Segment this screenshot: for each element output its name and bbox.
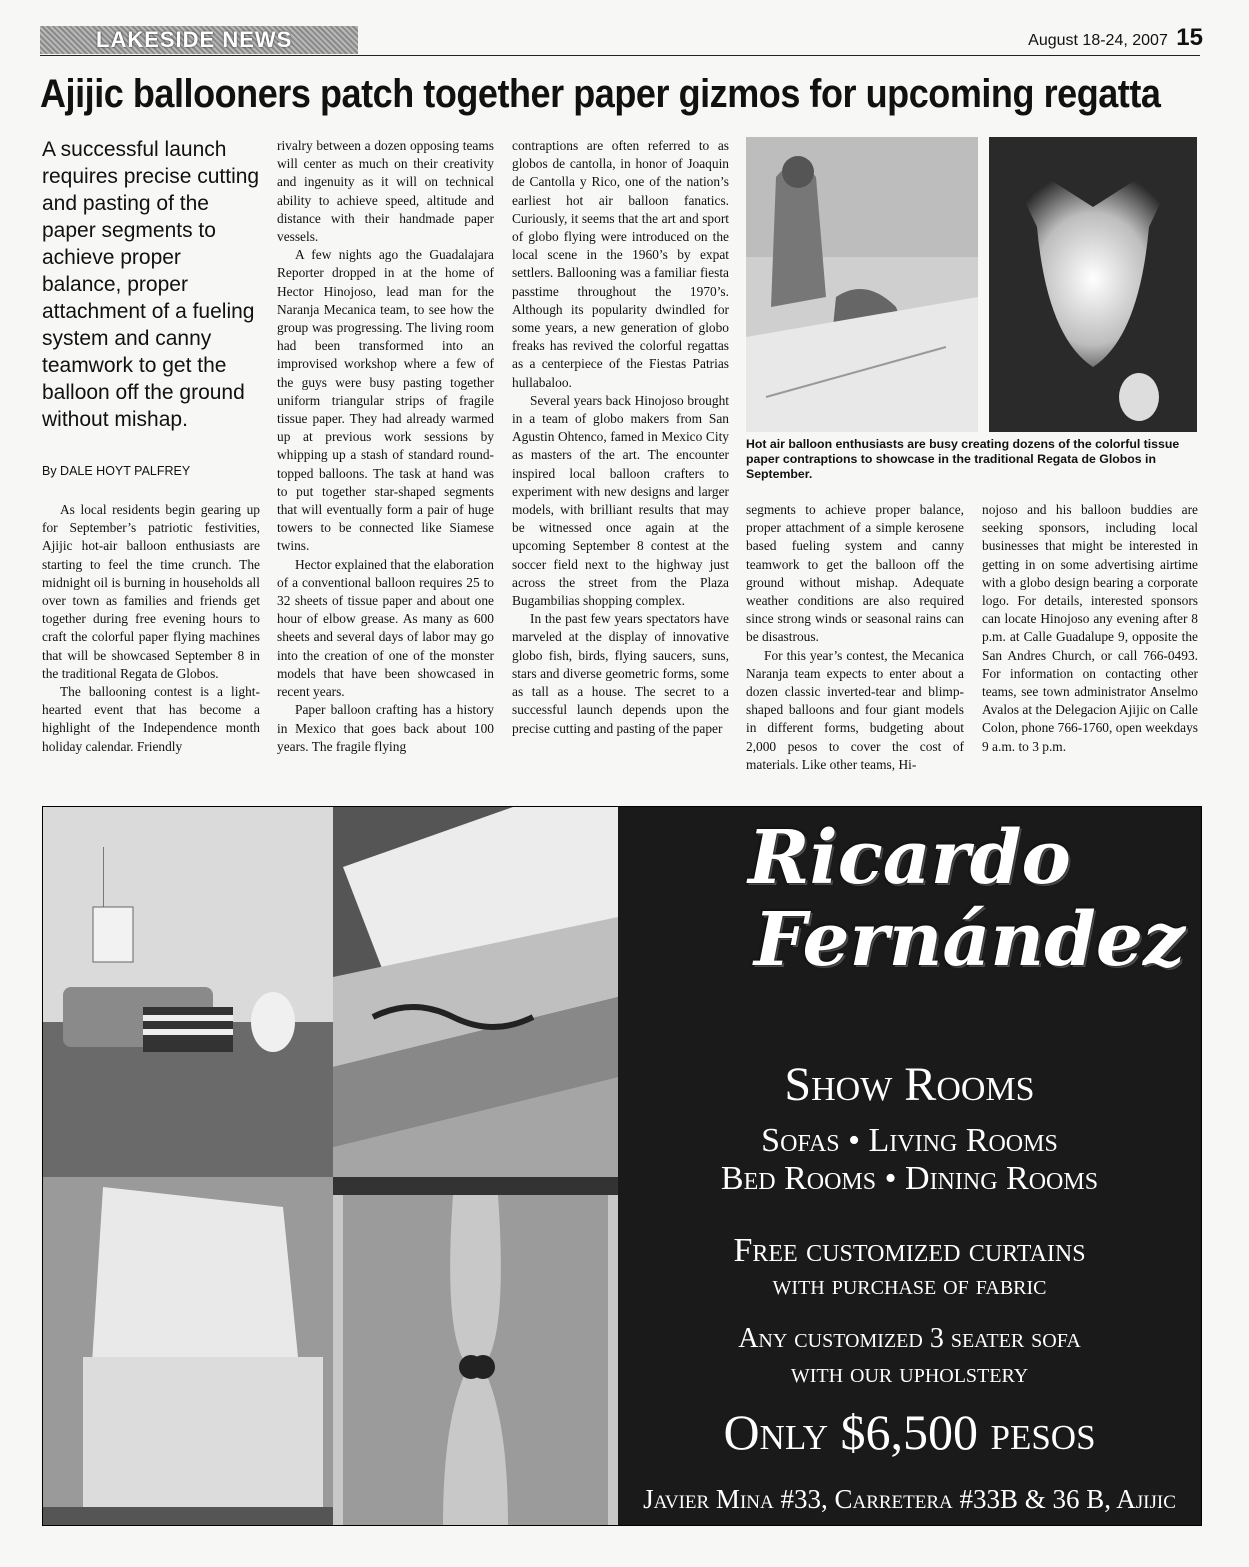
ad-price: Only $6,500 pesos	[723, 1404, 1096, 1460]
ad-showrooms: Show Rooms	[784, 1058, 1035, 1111]
armchair-photo	[43, 1177, 333, 1525]
article-column-3	[512, 137, 729, 738]
paragraph: segments to achieve proper balance, proper attachment of a simple kerosene based fueling system and canny teamwork to get the balloon off the ground without mishap. Adequate weather conditions are also required since strong winds or seasonal rains can be disastrous.	[746, 502, 964, 645]
article-column-1	[42, 501, 260, 756]
paragraph: Paper balloon crafting has a history in Mexico that goes back about 100 years. The fragile flying	[277, 702, 494, 754]
fabric-stack-photo	[333, 807, 618, 1177]
balloon-workshop-photo	[746, 137, 978, 432]
ad-offer-sofa: Any customized 3 seater sofa	[738, 1323, 1081, 1354]
paragraph: Hector explained that the elaboration of a conventional balloon requires 25 to 32 sheets of tissue paper and about one hour of elbow grease. As many as 600 sheets and several days of labor may go into the creation of one of the monster models that have been showcased in recent years.	[277, 556, 494, 700]
ad-rooms-1: Sofas • Living Rooms	[761, 1122, 1058, 1159]
paragraph: The ballooning contest is a light-hearted event that has become a highlight of the Independence month holiday calendar. Friendly	[42, 684, 260, 754]
ad-offer-curtains: Free customized curtains	[733, 1232, 1086, 1269]
paragraph: contraptions are often referred to as globos de cantolla, in honor of Joaquin de Cantolla y Rico, one of the nation’s earliest hot air balloon fanatics. Curiously, it seems that the art and sport of globo flying were introduced on the local scene in the 1960’s by expat settlers. Ballooning was a familiar fiesta passtime throughout the 1970’s. Although its popularity dwindled for some years, a new generation of globo freaks has revived the colorful regattas as a centerpiece of the Fiestas Patrias hullabaloo.	[512, 138, 729, 390]
masthead-rule	[40, 55, 1200, 56]
byline: By DALE HOYT PALFREY	[42, 464, 191, 478]
brand-last-name: Fernández	[754, 897, 1185, 983]
brand-first-name: Ricardo	[748, 815, 1071, 901]
dateline	[1028, 24, 1203, 55]
bedroom-photo	[43, 807, 333, 1177]
furniture-advertisement	[42, 806, 1202, 1526]
paragraph: A few nights ago the Guadalajara Reporter dropped in at the home of Hector Hinojoso, lead man for the Naranja Mecanica team, to see how the group was progressing. The living room had been transformed into an improvised workshop where a few of the guys were busy pasting together uniform triangular strips of fragile tissue paper. They had already warmed up at previous work sessions by whipping up a stash of standard round-topped balloons. The task at hand was to put together star-shaped segments that will eventually form a pair of huge towers to be connected like Siamese twins.	[277, 247, 494, 554]
paragraph: In the past few years spectators have marveled at the display of innovative globo fish, birds, flying saucers, suns, stars and diverse geometric forms, some as tall as a house. The secret to a successful launch depends upon the precise cutting and pasting of the paper	[512, 611, 729, 736]
article-column-5	[982, 501, 1198, 756]
photo-caption: Hot air balloon enthusiasts are busy creating dozens of the colorful tissue paper contraptions to showcase in the traditional Regata de Globos in September.	[746, 437, 1180, 481]
article-column-4	[746, 501, 964, 774]
lit-balloon-photo	[989, 137, 1197, 432]
ad-address: Javier Mina #33, Carretera #33B & 36 B, Ajijic	[643, 1484, 1176, 1514]
ad-offer-curtains-2: with purchase of fabric	[772, 1270, 1047, 1301]
section-tag: LAKESIDE NEWS	[40, 26, 358, 54]
deck: A successful launch requires precise cutting and pasting of the paper segments to achieve proper balance, proper attachment of a fueling system and canny teamwork to get the balloon off the ground without mishap.	[42, 138, 260, 431]
ad-offer-sofa-2: with our upholstery	[790, 1358, 1029, 1389]
paragraph: Several years back Hinojoso brought in a team of globo makers from San Agustin Ohtenco, famed in Mexico City as masters of the art. The encounter inspired local balloon crafters to experiment with new designs and larger models, with brilliant results that may be witnessed once again at the upcoming September 8 contest at the soccer field next to the highway just across the street from the Plaza Bugambilias shopping complex.	[512, 392, 729, 609]
paragraph: rivalry between a dozen opposing teams will center as much on their creativity and ingenuity as it will on technical ability to achieve speed, altitude and distance with their handmade paper vessels.	[277, 138, 494, 245]
paragraph: As local residents begin gearing up for September’s patriotic festivities, Ajijic hot-air balloon enthusiasts are starting to feel the time crunch. The midnight oil is burning in households all over town as families and friends get together during free evening hours to craft the colorful paper flying machines that will be showcased September 8 in the traditional Regata de Globos.	[42, 502, 260, 681]
curtains-photo	[333, 1177, 618, 1525]
paragraph: For this year’s contest, the Mecanica Naranja team expects to enter about a dozen classic inverted-tear and blimp-shaped balloons and four giant models in different forms, budgeting about 2,000 pesos to cover the cost of materials. Like other teams, Hi-	[746, 647, 964, 772]
issue-date: August 18-24, 2007	[1028, 32, 1168, 49]
article-column-2	[277, 137, 494, 756]
page-number: 15	[1176, 24, 1203, 51]
headline: Ajijic ballooners patch together paper gizmos for upcoming regatta	[40, 72, 1161, 116]
ad-rooms-2: Bed Rooms • Dining Rooms	[720, 1160, 1099, 1197]
ad-brand	[618, 817, 1201, 981]
paragraph: nojoso and his balloon buddies are seeking sponsors, including local businesses that might be interested in getting in on some advertising airtime with a globo design bearing a corporate logo. For details, interested sponsors can locate Hinojoso any evening after 8 p.m. at Calle Guadalupe 9, opposite the San Andres Church, or call 766-0493. For information on contacting other teams, see town administrator Anselmo Avalos at the Delegacion Ajijic on Calle Colon, phone 766-1760, open weekdays 9 a.m. to 3 p.m.	[982, 502, 1198, 754]
